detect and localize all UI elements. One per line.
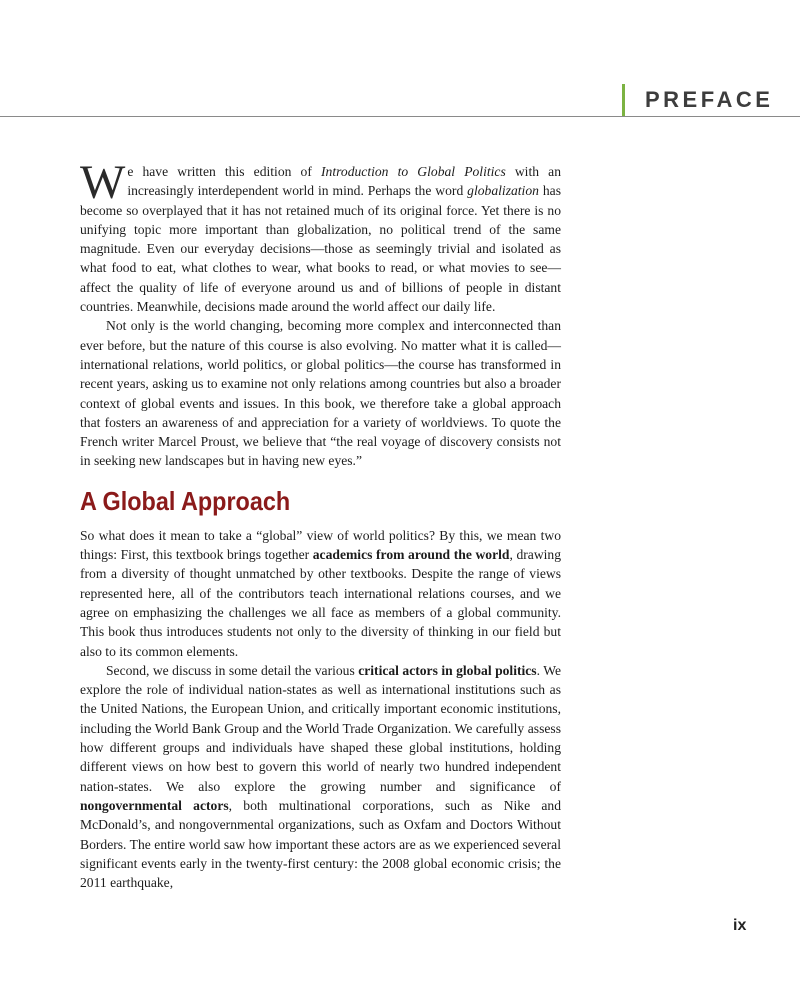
italic-term: globalization (467, 183, 539, 199)
header-accent-bar (622, 84, 625, 116)
book-title: Introduction to Global Politics (321, 164, 506, 179)
drop-cap: W (80, 156, 126, 209)
section-paragraph-1: So what does it mean to take a “global” view of world politics? By this, we mean two things: First, this textbook brings together academics from around the world, drawing from a diversity of thought unmatched by other textbooks. Despite the range of views represented here, all of the contributors teach international relations courses, and we agree on emphasizing the challenges we all face as members of a global community. This book thus introduces students not only to the diversity of thinking in our field but also to its common elements. (80, 527, 562, 659)
section-heading: A Global Approach (80, 485, 291, 516)
section-label: PREFACE (645, 87, 774, 112)
bold-term: nongovernmental actors (80, 797, 229, 813)
header-rule (0, 116, 800, 117)
intro-paragraph-2: Not only is the world changing, becoming more complex and interconnected than ever before, but the nature of this course is also evolving. No matter what it is called—international relations, world politics, or global politics—the course has transformed in recent years, asking us to examine not only relations among countries but also a broader context of global events and issues. In this book, we therefore take a global approach that fosters an awareness of and appreciation for a variety of worldviews. To quote the French writer Marcel Proust, we believe that “the real voyage of discovery consists not in seeking new landscapes but in having new eyes.” (80, 318, 561, 469)
bold-term: academics from around the world (312, 547, 510, 563)
intro-paragraph-1: We have written this edition of Introduction to Global Politics with an increasingly interdependent world in mind. Perhaps the word globalization has become so overplayed that it has not retained much of its original force. Yet there is no unifying topic more important than globalization, no political trend of the same magnitude. Even our everyday decisions—those as seemingly trivial and isolated as what food to eat, what clothes to wear, what books to read, or what movies to see—affect the quality of life of everyone around us and of billions of people in distant countries. Meanwhile, decisions made around the world affect our daily life. (80, 156, 561, 315)
section-paragraph-2: Second, we discuss in some detail the various critical actors in global politics. We explore the role of individual nation-states as well as international institutions such as the United Nations, the European Union, and critically important economic institutions, including the World Bank Group and the World Trade Organization. We carefully assess how different groups and individuals have shaped these global institutions, holding different views on how best to govern this world of nearly two hundred independent nation-states. We also explore the growing number and significance of nongovernmental actors, both multinational corporations, such as Nike and McDonald’s, and nongovernmental organizations, such as Oxfam and Doctors Without Borders. The entire world saw how important these actors are as we experienced several significant events early in the twenty-first century: the 2008 global economic crisis; the 2011 earthquake, (80, 662, 561, 891)
page-body (80, 156, 562, 892)
page-number: ix (733, 917, 747, 934)
bold-term: critical actors in global politics (358, 662, 537, 678)
